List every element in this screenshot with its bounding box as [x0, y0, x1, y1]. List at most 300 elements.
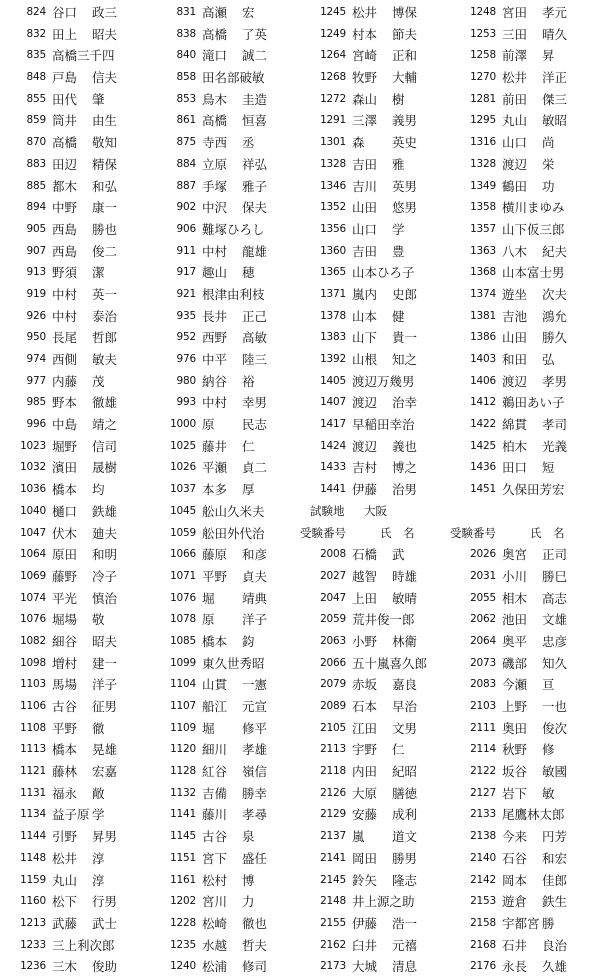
surname: 高橋 [202, 113, 228, 129]
candidate-name [202, 870, 296, 892]
roster-entry [300, 241, 450, 263]
surname: 根津由利枝 [202, 286, 265, 302]
exam-number: 2153 [470, 895, 496, 908]
surname: 長井 [202, 308, 228, 324]
surname: 橋本 [52, 742, 78, 758]
given-name: 隆志 [392, 872, 418, 888]
candidate-name [352, 154, 446, 176]
exam-number: 921 [176, 287, 196, 300]
section-place: 大阪 [364, 503, 387, 518]
exam-number: 1032 [20, 461, 46, 474]
roster-entry [450, 241, 600, 263]
given-name: 学 [92, 807, 105, 823]
candidate-name [352, 457, 446, 479]
given-name: 貞二 [242, 460, 268, 476]
exam-number: 1352 [320, 201, 346, 214]
exam-number: 902 [176, 201, 196, 214]
surname: 丸山 [502, 113, 528, 129]
given-name: 豊 [392, 243, 405, 259]
candidate-name [202, 349, 296, 371]
candidate-name [52, 262, 146, 284]
exam-number: 1132 [170, 786, 196, 799]
surname: 中村 [202, 243, 228, 259]
surname: 越智 [352, 568, 378, 584]
exam-number: 1128 [170, 765, 196, 778]
exam-number: 1113 [20, 743, 46, 756]
given-name: 雅 [392, 156, 405, 172]
surname: 馬場 [52, 677, 78, 693]
surname: 原田 [52, 547, 78, 563]
candidate-name [502, 24, 596, 46]
exam-number: 1346 [320, 179, 346, 192]
surname: 中島 [52, 417, 78, 433]
candidate-name [502, 371, 596, 393]
given-name: 高敏 [242, 330, 268, 346]
exam-number: 1270 [470, 71, 496, 84]
exam-number: 2111 [470, 721, 496, 734]
candidate-name [52, 826, 146, 848]
surname: 中村 [52, 308, 78, 324]
exam-number: 1433 [320, 461, 346, 474]
surname: 古谷 [202, 829, 228, 845]
candidate-name [352, 2, 446, 24]
surname: 伊藤 [352, 482, 378, 498]
given-name: 弘 [542, 352, 555, 367]
given-name: 雅子 [242, 178, 268, 194]
candidate-name [502, 609, 596, 631]
roster-entry [0, 935, 150, 957]
roster-entry [0, 414, 150, 436]
candidate-name [502, 696, 596, 718]
roster-entry [0, 67, 150, 89]
given-name: 元禧 [392, 937, 418, 953]
candidate-name [52, 284, 146, 306]
exam-number: 1023 [20, 439, 46, 452]
roster-entry [0, 718, 150, 740]
surname: 吉池 [502, 308, 528, 324]
roster-column-4 [450, 2, 600, 978]
given-name: 忠彦 [542, 633, 568, 649]
exam-number: 1040 [20, 504, 46, 517]
candidate-name [202, 848, 296, 870]
given-name: 義也 [392, 438, 418, 454]
candidate-name [202, 45, 296, 67]
exam-number: 2162 [320, 938, 346, 951]
surname: 谷口 [52, 5, 78, 20]
given-name: 勝巳 [542, 568, 568, 584]
candidate-name [52, 609, 146, 631]
surname: 永長 [502, 959, 528, 975]
exam-number: 1037 [170, 483, 196, 496]
candidate-name [52, 631, 146, 653]
roster-entry [300, 197, 450, 219]
roster-entry [0, 653, 150, 675]
given-name: 信司 [92, 438, 118, 454]
roster-entry [0, 848, 150, 870]
given-name: 洋子 [242, 612, 268, 628]
roster-entry [450, 761, 600, 783]
exam-number: 980 [176, 374, 196, 387]
surname: 渡辺万幾男 [352, 373, 415, 389]
surname: 井上源之助 [352, 894, 415, 910]
surname: 宮川 [202, 894, 228, 910]
exam-number: 2118 [320, 765, 346, 778]
roster-entry [0, 588, 150, 610]
exam-number: 1099 [170, 656, 196, 669]
surname: 大城 [352, 959, 378, 975]
surname: 東久世秀昭 [202, 655, 265, 671]
surname: 横川まゆみ [502, 200, 565, 216]
surname: 松下 [52, 894, 78, 910]
roster-entry [300, 262, 450, 284]
given-name: 敬 [92, 612, 105, 628]
given-name: 久雄 [542, 959, 568, 975]
surname: 吉田 [352, 243, 378, 259]
surname: 中村 [52, 286, 78, 302]
given-name: 俊次 [542, 720, 568, 736]
given-name: 修 [542, 742, 555, 758]
roster-entry [0, 219, 150, 241]
candidate-name [52, 696, 146, 718]
surname: 長尾 [52, 330, 78, 346]
roster-entry [300, 132, 450, 154]
exam-number: 2140 [470, 851, 496, 864]
exam-number: 1082 [20, 634, 46, 647]
candidate-name [502, 176, 596, 198]
candidate-name [52, 653, 146, 675]
given-name: 龍雄 [242, 243, 268, 259]
exam-number: 2127 [470, 786, 496, 799]
surname: 渡辺 [352, 395, 378, 411]
candidate-name [502, 804, 596, 826]
roster-entry [0, 24, 150, 46]
exam-number: 838 [176, 27, 196, 40]
surname: 松崎 [202, 915, 228, 931]
surname: 早稲田幸治 [352, 417, 415, 433]
given-name: 紀昭 [392, 764, 418, 780]
given-name: 圭造 [242, 91, 268, 107]
surname: 伏木 [52, 525, 78, 541]
exam-number: 1202 [170, 895, 196, 908]
surname: 内田 [352, 764, 378, 780]
surname: 松井 [52, 850, 78, 866]
given-name: 孝元 [542, 5, 568, 20]
exam-number: 2142 [470, 873, 496, 886]
roster-entry [0, 392, 150, 414]
roster-entry [300, 457, 450, 479]
given-name: 節夫 [392, 26, 418, 42]
exam-number: 884 [176, 157, 196, 170]
roster-entry [150, 132, 300, 154]
surname: 山本ひろ子 [352, 265, 415, 281]
roster-entry [450, 848, 600, 870]
candidate-name [202, 631, 296, 653]
roster-entry [450, 110, 600, 132]
roster-entry [450, 739, 600, 761]
roster-entry [450, 219, 600, 241]
surname: 武藤 [52, 915, 78, 931]
candidate-name [352, 566, 446, 588]
roster-entry [300, 761, 450, 783]
exam-number: 913 [26, 266, 46, 279]
given-name: 靖典 [242, 590, 268, 606]
roster-entry [300, 718, 450, 740]
surname: 三田 [502, 26, 528, 42]
roster-entry [300, 783, 450, 805]
roster-entry [300, 544, 450, 566]
given-name: 行男 [92, 894, 118, 910]
roster-entry [150, 45, 300, 67]
given-name: 敏昭 [542, 113, 568, 129]
roster-entry [450, 371, 600, 393]
candidate-name [502, 544, 596, 566]
roster-entry [450, 436, 600, 458]
given-name: 功 [542, 178, 555, 194]
candidate-name [502, 631, 596, 653]
candidate-name [502, 588, 596, 610]
surname: 上野 [502, 699, 528, 714]
given-name: 樹 [392, 91, 405, 107]
exam-number: 875 [176, 136, 196, 149]
candidate-name [52, 718, 146, 740]
roster-entry [300, 609, 450, 631]
exam-number: 1036 [20, 483, 46, 496]
exam-number: 2083 [470, 678, 496, 691]
surname: 宇都宮 [502, 915, 540, 931]
given-name: 盛任 [242, 850, 268, 866]
surname: 山口 [352, 221, 378, 237]
surname: 細川 [202, 742, 228, 758]
candidate-name [202, 284, 296, 306]
exam-number: 1407 [320, 396, 346, 409]
candidate-name [502, 327, 596, 349]
roster-entry [0, 891, 150, 913]
exam-number: 1047 [20, 526, 46, 539]
surname: 山本富士男 [502, 265, 565, 281]
exam-number: 1108 [20, 721, 46, 734]
roster-entry [300, 349, 450, 371]
surname: 田口 [502, 460, 528, 476]
candidate-name [352, 306, 446, 328]
given-name: 武士 [92, 915, 118, 931]
exam-number: 2122 [470, 765, 496, 778]
given-name: 知之 [392, 352, 418, 367]
candidate-name [352, 783, 446, 805]
given-name: 仁 [392, 742, 405, 758]
surname: 鵜田あい子 [502, 395, 565, 411]
given-name: 短 [542, 460, 555, 476]
candidate-name [202, 327, 296, 349]
roster-entry [150, 674, 300, 696]
surname: 中野 [52, 200, 78, 216]
given-name: 建一 [92, 655, 118, 671]
exam-number: 858 [176, 71, 196, 84]
roster-column-1 [0, 2, 150, 978]
candidate-name [352, 132, 446, 154]
exam-number: 1235 [170, 938, 196, 951]
exam-number: 853 [176, 92, 196, 105]
roster-entry [450, 935, 600, 957]
given-name: 時雄 [392, 568, 418, 584]
given-name: 孝司 [542, 417, 568, 433]
given-name: 悠男 [392, 200, 418, 216]
surname: 福永 [52, 785, 78, 801]
roster-entry [450, 544, 600, 566]
candidate-name [352, 24, 446, 46]
exam-number: 996 [26, 418, 46, 431]
surname: 平野 [202, 568, 228, 584]
roster-entry [0, 176, 150, 198]
exam-number: 1248 [470, 6, 496, 18]
roster-entry [150, 935, 300, 957]
exam-number: 1076 [20, 613, 46, 626]
roster-entry [150, 739, 300, 761]
exam-number: 1064 [20, 548, 46, 561]
candidate-name [52, 891, 146, 913]
candidate-name [352, 870, 446, 892]
surname: 松浦 [202, 959, 228, 975]
candidate-name [352, 935, 446, 957]
candidate-name [202, 176, 296, 198]
roster-entry [150, 176, 300, 198]
exam-number: 2168 [470, 938, 496, 951]
candidate-name [52, 371, 146, 393]
candidate-name [352, 349, 446, 371]
surname: 森山 [352, 91, 378, 107]
exam-number-header: 受験番号 [300, 525, 346, 540]
candidate-name [52, 457, 146, 479]
roster-column-3 [300, 2, 450, 978]
given-name: 信夫 [92, 70, 118, 86]
given-name: 良治 [542, 937, 568, 953]
surname: 堀 [202, 590, 215, 606]
exam-number: 974 [26, 353, 46, 365]
roster-entry [150, 262, 300, 284]
given-name: 孝雄 [242, 742, 268, 758]
surname: 綿貫 [502, 417, 528, 433]
surname: 高橋 [52, 135, 78, 151]
given-name: 晟樹 [92, 460, 118, 476]
exam-number: 2176 [470, 960, 496, 973]
roster-entry [0, 870, 150, 892]
exam-number: 1078 [170, 613, 196, 626]
given-name: 誠二 [242, 48, 268, 64]
candidate-name [202, 2, 296, 24]
exam-number: 1328 [320, 157, 346, 170]
exam-number: 2129 [320, 808, 346, 821]
candidate-name [202, 761, 296, 783]
exam-number: 906 [176, 222, 196, 235]
candidate-name [52, 67, 146, 89]
given-name: 鉄雄 [92, 503, 118, 519]
candidate-name [52, 783, 146, 805]
candidate-name [52, 804, 146, 826]
surname: 小川 [502, 568, 528, 584]
given-name: 精保 [92, 156, 118, 172]
given-name: 晃雄 [92, 742, 118, 758]
given-name: 博保 [392, 5, 418, 20]
surname: 五十嵐喜久郎 [352, 655, 428, 671]
exam-number: 1103 [20, 678, 46, 691]
exam-number: 1383 [320, 331, 346, 344]
exam-number: 1272 [320, 92, 346, 105]
surname: 尾鷹林太郎 [502, 807, 565, 823]
exam-number: 1213 [20, 916, 46, 929]
candidate-name [352, 89, 446, 111]
candidate-name [502, 219, 596, 241]
surname: 村本 [352, 26, 378, 42]
roster-entry [150, 609, 300, 631]
exam-number: 1406 [470, 374, 496, 387]
given-name: 元宣 [242, 699, 268, 714]
given-name: 仁 [242, 438, 255, 454]
given-name: 祥弘 [242, 156, 268, 172]
given-name: 道文 [392, 829, 418, 845]
roster-entry [150, 826, 300, 848]
candidate-name [502, 2, 596, 24]
roster-entry [0, 89, 150, 111]
given-name: 洋子 [92, 677, 118, 693]
candidate-name [352, 479, 446, 501]
surname: 宮下 [202, 850, 228, 866]
exam-number: 1045 [170, 504, 196, 517]
given-name: 靖之 [92, 417, 118, 433]
exam-number: 2126 [320, 786, 346, 799]
exam-number-header: 受験番号 [450, 525, 496, 540]
candidate-name [502, 826, 596, 848]
exam-number: 1120 [170, 743, 196, 756]
candidate-name [352, 436, 446, 458]
surname: 水越 [202, 937, 228, 953]
given-name: 丞 [242, 135, 255, 151]
roster-entry [300, 176, 450, 198]
exam-number: 1258 [470, 49, 496, 62]
roster-entry [0, 110, 150, 132]
candidate-name [502, 479, 596, 501]
candidate-name [352, 284, 446, 306]
surname: 田辺 [52, 156, 78, 172]
exam-number: 832 [26, 27, 46, 40]
surname: 吉田 [352, 156, 378, 172]
candidate-name [202, 826, 296, 848]
section-heading-row [300, 501, 450, 523]
surname: 藤野 [52, 568, 78, 584]
given-name: 昭夫 [92, 26, 118, 42]
candidate-name [502, 566, 596, 588]
surname: 松井 [502, 70, 528, 86]
roster-entry [450, 696, 600, 718]
given-name: 一也 [542, 699, 568, 714]
surname: 手塚 [202, 178, 228, 194]
candidate-name [52, 219, 146, 241]
surname: 平光 [52, 590, 78, 606]
given-name: 浩一 [392, 915, 418, 931]
exam-number: 1228 [170, 916, 196, 929]
given-name: 政三 [92, 5, 118, 20]
candidate-name [352, 110, 446, 132]
surname: 鈴矢 [352, 872, 378, 888]
given-name: 保夫 [242, 200, 268, 216]
candidate-name [352, 262, 446, 284]
given-name: 正司 [542, 547, 568, 563]
candidate-name [352, 176, 446, 198]
roster-entry [300, 45, 450, 67]
candidate-name [502, 913, 596, 935]
roster-entry [450, 674, 600, 696]
candidate-name [52, 956, 146, 978]
roster-entry [450, 284, 600, 306]
roster-entry [300, 870, 450, 892]
